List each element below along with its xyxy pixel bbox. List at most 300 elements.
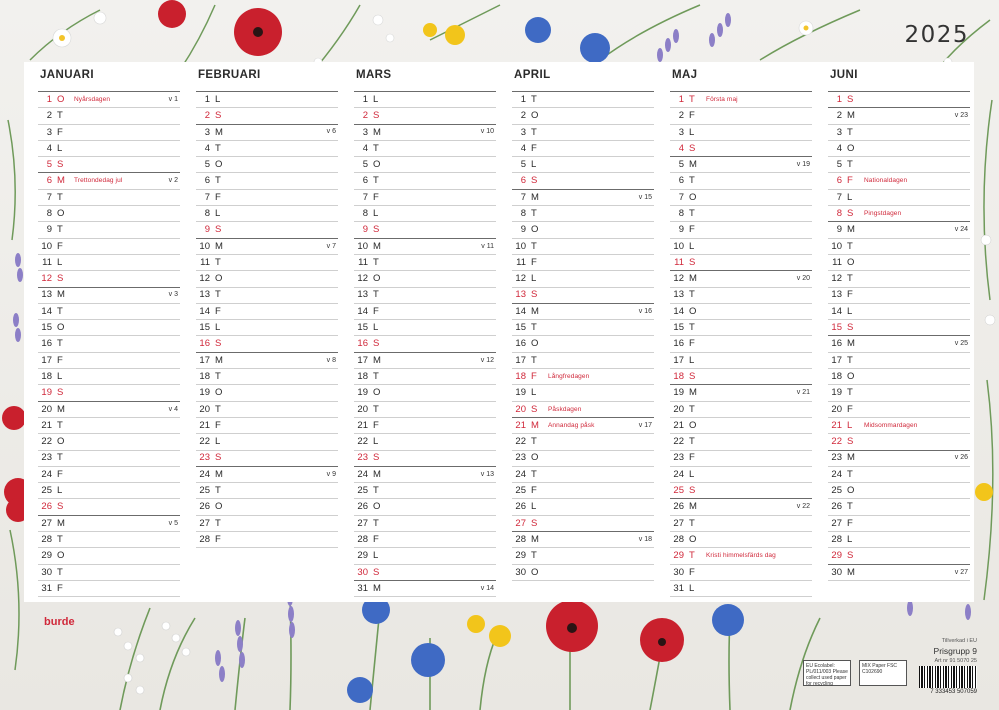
day-row (828, 108, 970, 124)
day-number: 18 (673, 370, 684, 382)
day-row (38, 190, 180, 206)
day-number: 26 (41, 501, 52, 513)
week-number: v 2 (168, 177, 178, 185)
weekday-letter: M (531, 419, 539, 431)
day-row (670, 271, 812, 287)
day-row (354, 125, 496, 141)
weekday-letter: L (215, 207, 221, 219)
day-number: 6 (204, 175, 210, 187)
day-row (354, 467, 496, 483)
weekday-letter: O (373, 159, 381, 171)
weekday-letter: M (373, 468, 381, 480)
weekday-letter: S (847, 550, 854, 562)
day-number: 1 (362, 93, 368, 105)
day-number: 17 (515, 354, 526, 366)
day-row (38, 385, 180, 401)
day-number: 3 (836, 126, 842, 138)
weekday-letter: O (847, 142, 855, 154)
day-row (828, 434, 970, 450)
day-number: 26 (515, 501, 526, 513)
day-number: 4 (204, 142, 210, 154)
day-number: 13 (831, 289, 842, 301)
weekday-letter: S (373, 224, 380, 236)
day-row (354, 581, 496, 597)
day-row (354, 353, 496, 369)
product-meta (934, 636, 977, 666)
day-row (38, 418, 180, 434)
weekday-letter: L (531, 387, 537, 399)
day-row (354, 532, 496, 548)
weekday-letter: M (847, 338, 855, 350)
weekday-letter: O (57, 436, 65, 448)
weekday-letter: T (689, 289, 695, 301)
day-number: 25 (41, 485, 52, 497)
day-row (38, 516, 180, 532)
week-number: v 7 (326, 242, 336, 250)
holiday-label: Långfredagen (548, 372, 590, 380)
day-row (196, 92, 338, 108)
week-number: v 4 (168, 405, 178, 413)
day-row (828, 206, 970, 222)
weekday-letter: F (373, 191, 379, 203)
day-row (670, 304, 812, 320)
weekday-letter: F (57, 354, 63, 366)
day-number: 18 (199, 370, 210, 382)
month-name: APRIL (514, 69, 551, 81)
day-row (38, 532, 180, 548)
day-row (828, 190, 970, 206)
day-number: 14 (515, 305, 526, 317)
day-row (512, 499, 654, 515)
day-number: 31 (673, 582, 684, 594)
weekday-letter: L (57, 370, 63, 382)
day-row (38, 320, 180, 336)
weekday-letter: M (373, 240, 381, 252)
day-row (670, 190, 812, 206)
day-number: 4 (836, 142, 842, 154)
weekday-letter: T (689, 517, 695, 529)
day-number: 15 (673, 322, 684, 334)
day-number: 10 (515, 240, 526, 252)
day-row (512, 190, 654, 206)
day-row (670, 451, 812, 467)
day-row (670, 467, 812, 483)
weekday-letter: M (57, 175, 65, 187)
day-number: 11 (42, 256, 52, 268)
weekday-letter: O (689, 419, 697, 431)
weekday-letter: S (57, 501, 64, 513)
calendar-year: 2025 (904, 22, 969, 48)
weekday-letter: T (57, 566, 63, 578)
day-row (512, 516, 654, 532)
month-name: MAJ (672, 69, 698, 81)
day-row (354, 418, 496, 434)
day-number: 21 (199, 419, 210, 431)
week-number: v 25 (954, 340, 968, 348)
day-number: 17 (199, 354, 210, 366)
week-number: v 19 (796, 161, 810, 169)
day-row (512, 369, 654, 385)
weekday-letter: F (531, 370, 537, 382)
day-row (196, 532, 338, 548)
day-number: 8 (836, 207, 842, 219)
weekday-letter: M (373, 126, 381, 138)
day-row (196, 516, 338, 532)
day-row (670, 483, 812, 499)
day-row (670, 402, 812, 418)
weekday-letter: T (531, 207, 537, 219)
weekday-letter: L (373, 550, 379, 562)
day-row (354, 499, 496, 515)
day-number: 21 (673, 419, 684, 431)
day-row (354, 336, 496, 352)
day-row (196, 418, 338, 434)
day-row (196, 288, 338, 304)
weekday-letter: T (57, 338, 63, 350)
article-number: Art nr 91 5070 25 (934, 658, 977, 664)
day-number: 22 (515, 436, 526, 448)
day-number: 24 (357, 468, 368, 480)
day-row (828, 336, 970, 352)
weekday-letter: T (215, 370, 221, 382)
day-number: 24 (41, 468, 52, 480)
day-number: 16 (673, 338, 684, 350)
weekday-letter: O (215, 273, 223, 285)
day-number: 20 (515, 403, 526, 415)
day-number: 8 (362, 207, 368, 219)
weekday-letter: M (215, 126, 223, 138)
day-number: 19 (41, 387, 52, 399)
day-number: 2 (836, 110, 842, 122)
weekday-letter: M (57, 289, 65, 301)
weekday-letter: O (531, 110, 539, 122)
weekday-letter: S (373, 452, 380, 464)
day-number: 7 (46, 191, 52, 203)
weekday-letter: T (57, 305, 63, 317)
weekday-letter: S (531, 403, 538, 415)
day-number: 19 (673, 387, 684, 399)
day-number: 17 (357, 354, 368, 366)
day-number: 15 (41, 322, 52, 334)
weekday-letter: F (847, 517, 853, 529)
day-row (38, 548, 180, 564)
weekday-letter: M (531, 305, 539, 317)
weekday-letter: T (689, 175, 695, 187)
day-number: 13 (41, 289, 52, 301)
day-row (38, 141, 180, 157)
day-row (354, 141, 496, 157)
day-number: 2 (520, 110, 526, 122)
weekday-letter: T (57, 419, 63, 431)
weekday-letter: L (373, 436, 379, 448)
weekday-letter: L (531, 159, 537, 171)
day-row (196, 239, 338, 255)
day-number: 28 (831, 533, 842, 545)
week-number: v 11 (481, 242, 494, 250)
day-row (828, 451, 970, 467)
day-row (38, 467, 180, 483)
week-number: v 12 (480, 356, 494, 364)
weekday-letter: T (531, 468, 537, 480)
week-number: v 16 (638, 307, 652, 315)
day-number: 7 (836, 191, 842, 203)
day-row (670, 369, 812, 385)
day-number: 16 (831, 338, 842, 350)
day-number: 14 (357, 305, 368, 317)
day-row (828, 288, 970, 304)
weekday-letter: O (531, 338, 539, 350)
day-number: 23 (673, 452, 684, 464)
day-row (354, 271, 496, 287)
day-row (670, 92, 812, 108)
day-number: 7 (362, 191, 368, 203)
day-number: 30 (831, 566, 842, 578)
day-number: 29 (515, 550, 526, 562)
weekday-letter: L (847, 305, 853, 317)
day-row (670, 222, 812, 238)
week-number: v 9 (326, 470, 336, 478)
day-row (38, 173, 180, 189)
day-number: 2 (678, 110, 684, 122)
week-number: v 15 (638, 193, 652, 201)
day-row (196, 157, 338, 173)
day-number: 21 (41, 419, 52, 431)
weekday-letter: F (689, 452, 695, 464)
day-row (196, 336, 338, 352)
day-number: 16 (515, 338, 526, 350)
day-row (512, 451, 654, 467)
day-number: 3 (46, 126, 52, 138)
month-name: FEBRUARI (198, 69, 261, 81)
weekday-letter: O (531, 566, 539, 578)
weekday-letter: O (57, 550, 65, 562)
day-row (828, 483, 970, 499)
weekday-letter: S (373, 566, 380, 578)
day-number: 23 (357, 452, 368, 464)
weekday-letter: O (57, 207, 65, 219)
day-number: 30 (673, 566, 684, 578)
day-row (354, 304, 496, 320)
weekday-letter: T (531, 126, 537, 138)
weekday-letter: M (531, 533, 539, 545)
day-row (512, 467, 654, 483)
day-number: 22 (831, 436, 842, 448)
day-number: 4 (678, 142, 684, 154)
day-row (512, 483, 654, 499)
made-in-label: Tillverkad i EU (941, 638, 977, 644)
weekday-letter: T (215, 403, 221, 415)
weekday-letter: L (847, 419, 853, 431)
day-row (354, 451, 496, 467)
weekday-letter: L (57, 256, 63, 268)
day-number: 4 (520, 142, 526, 154)
day-number: 18 (41, 370, 52, 382)
day-number: 5 (204, 159, 210, 171)
day-number: 10 (357, 240, 368, 252)
day-row (670, 141, 812, 157)
weekday-letter: T (847, 501, 853, 513)
day-row (38, 304, 180, 320)
day-row (512, 222, 654, 238)
day-row (354, 402, 496, 418)
day-row (670, 157, 812, 173)
day-number: 27 (199, 517, 210, 529)
day-row (512, 157, 654, 173)
day-number: 27 (41, 517, 52, 529)
day-number: 31 (41, 582, 52, 594)
day-number: 14 (831, 305, 842, 317)
day-row (828, 157, 970, 173)
week-number: v 21 (796, 389, 810, 397)
day-row (828, 402, 970, 418)
day-row (512, 239, 654, 255)
day-row (38, 565, 180, 581)
weekday-letter: S (531, 289, 538, 301)
weekday-letter: L (689, 582, 695, 594)
weekday-letter: T (57, 191, 63, 203)
day-row (196, 499, 338, 515)
day-number: 12 (357, 273, 368, 285)
weekday-letter: L (373, 207, 379, 219)
day-number: 30 (515, 566, 526, 578)
day-row (512, 92, 654, 108)
day-number: 25 (673, 485, 684, 497)
day-number: 9 (678, 224, 684, 236)
weekday-letter: M (847, 110, 855, 122)
flower-decoration-bottom (0, 598, 999, 710)
week-number: v 10 (480, 128, 494, 136)
day-number: 27 (673, 517, 684, 529)
weekday-letter: T (531, 354, 537, 366)
weekday-letter: S (689, 485, 696, 497)
day-number: 4 (362, 142, 368, 154)
weekday-letter: F (373, 419, 379, 431)
day-row (670, 125, 812, 141)
weekday-letter: M (689, 387, 697, 399)
day-row (196, 304, 338, 320)
day-row (828, 320, 970, 336)
day-row (828, 173, 970, 189)
weekday-letter: O (847, 256, 855, 268)
day-row (828, 255, 970, 271)
day-number: 7 (204, 191, 210, 203)
day-row (828, 499, 970, 515)
day-number: 2 (362, 110, 368, 122)
day-row (512, 402, 654, 418)
day-number: 28 (673, 533, 684, 545)
weekday-letter: M (847, 452, 855, 464)
day-row (354, 157, 496, 173)
flower-decoration-right (972, 80, 999, 680)
month-column (38, 69, 180, 597)
weekday-letter: T (373, 142, 379, 154)
day-number: 10 (41, 240, 52, 252)
day-number: 26 (673, 501, 684, 513)
weekday-letter: T (689, 550, 695, 562)
day-number: 11 (200, 256, 210, 268)
ecolabel-box (803, 660, 851, 686)
day-row (670, 548, 812, 564)
weekday-letter: T (57, 533, 63, 545)
weekday-letter: T (373, 175, 379, 187)
day-number: 28 (515, 533, 526, 545)
day-row (196, 451, 338, 467)
day-number: 8 (204, 207, 210, 219)
weekday-letter: T (689, 403, 695, 415)
day-number: 16 (199, 338, 210, 350)
day-row (512, 255, 654, 271)
day-row (670, 173, 812, 189)
month-column (670, 69, 812, 597)
weekday-letter: S (215, 224, 222, 236)
day-number: 12 (831, 273, 842, 285)
weekday-letter: M (689, 501, 697, 513)
day-number: 8 (678, 207, 684, 219)
day-row (196, 467, 338, 483)
holiday-label: Nationaldagen (864, 177, 908, 185)
day-row (38, 92, 180, 108)
day-number: 22 (673, 436, 684, 448)
day-row (512, 141, 654, 157)
weekday-letter: T (847, 273, 853, 285)
day-number: 6 (46, 175, 52, 187)
day-row (670, 108, 812, 124)
week-number: v 3 (168, 291, 178, 299)
day-number: 1 (204, 93, 210, 105)
weekday-letter: O (373, 387, 381, 399)
weekday-letter: T (57, 110, 63, 122)
day-row (38, 581, 180, 597)
brand-logo: burde (44, 616, 75, 628)
weekday-letter: L (215, 322, 221, 334)
day-row (38, 157, 180, 173)
day-row (38, 369, 180, 385)
day-row (354, 255, 496, 271)
day-number: 21 (831, 419, 842, 431)
day-row (38, 222, 180, 238)
day-number: 1 (836, 93, 842, 105)
weekday-letter: S (531, 517, 538, 529)
weekday-letter: F (689, 566, 695, 578)
day-row (196, 385, 338, 401)
day-row (670, 581, 812, 597)
day-number: 10 (831, 240, 842, 252)
day-number: 31 (357, 582, 368, 594)
week-number: v 1 (168, 95, 178, 103)
weekday-letter: F (531, 485, 537, 497)
weekday-letter: S (847, 93, 854, 105)
weekday-letter: O (689, 305, 697, 317)
day-row (512, 125, 654, 141)
weekday-letter: T (531, 550, 537, 562)
day-number: 20 (199, 403, 210, 415)
weekday-letter: F (373, 305, 379, 317)
weekday-letter: T (215, 256, 221, 268)
day-number: 29 (673, 550, 684, 562)
weekday-letter: M (531, 191, 539, 203)
week-number: v 26 (954, 454, 968, 462)
weekday-letter: S (689, 256, 696, 268)
day-row (354, 108, 496, 124)
day-row (196, 353, 338, 369)
weekday-letter: S (847, 207, 854, 219)
day-number: 10 (673, 240, 684, 252)
holiday-label: Första maj (706, 95, 738, 103)
day-number: 23 (199, 452, 210, 464)
weekday-letter: L (847, 191, 853, 203)
day-row (828, 222, 970, 238)
weekday-letter: L (373, 322, 379, 334)
